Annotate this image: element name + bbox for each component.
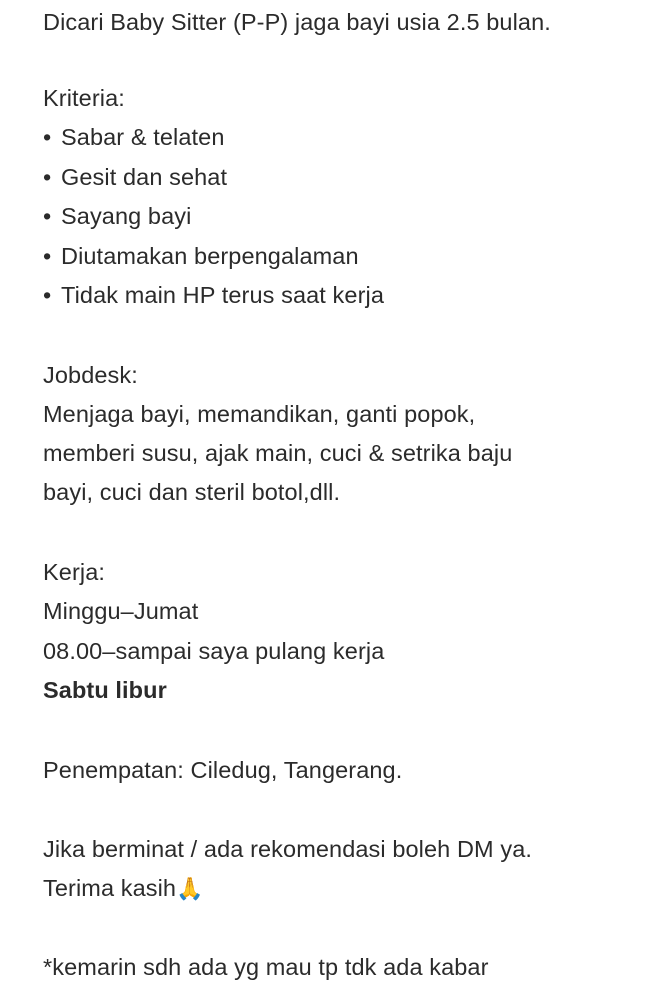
location-text: Penempatan: Ciledug, Tangerang. bbox=[43, 757, 403, 783]
criteria-item: • Sayang bayi bbox=[43, 203, 192, 229]
criteria-item: • Diutamakan berpengalaman bbox=[43, 243, 359, 269]
criteria-item: • Tidak main HP terus saat kerja bbox=[43, 282, 384, 308]
bullet-icon: • bbox=[43, 243, 52, 269]
jobdesk-line: Menjaga bayi, memandikan, ganti popok, bbox=[43, 401, 476, 427]
note-text: *kemarin sdh ada yg mau tp tdk ada kabar bbox=[43, 954, 489, 980]
bullet-icon: • bbox=[43, 124, 52, 150]
jobdesk-line: bayi, cuci dan steril botol,dll. bbox=[43, 479, 341, 505]
bullet-icon: • bbox=[43, 164, 52, 190]
thanks-line: Terima kasih🙏 bbox=[43, 875, 204, 901]
post-title: Dicari Baby Sitter (P-P) jaga bayi usia 2.5 bulan. bbox=[43, 9, 551, 35]
schedule-heading: Kerja: bbox=[43, 559, 105, 585]
criteria-item: • Gesit dan sehat bbox=[43, 164, 228, 190]
schedule-days: Minggu–Jumat bbox=[43, 598, 199, 624]
schedule-off-day: Sabtu libur bbox=[43, 677, 167, 703]
contact-text: Jika berminat / ada rekomendasi boleh DM ya. bbox=[43, 836, 532, 862]
schedule-hours: 08.00–sampai saya pulang kerja bbox=[43, 638, 385, 664]
bullet-icon: • bbox=[43, 203, 52, 229]
jobdesk-heading: Jobdesk: bbox=[43, 362, 138, 388]
bullet-icon: • bbox=[43, 282, 52, 308]
criteria-item: • Sabar & telaten bbox=[43, 124, 225, 150]
jobdesk-line: memberi susu, ajak main, cuci & setrika baju bbox=[43, 440, 513, 466]
criteria-heading: Kriteria: bbox=[43, 85, 125, 111]
praying-hands-icon: 🙏 bbox=[176, 876, 204, 901]
